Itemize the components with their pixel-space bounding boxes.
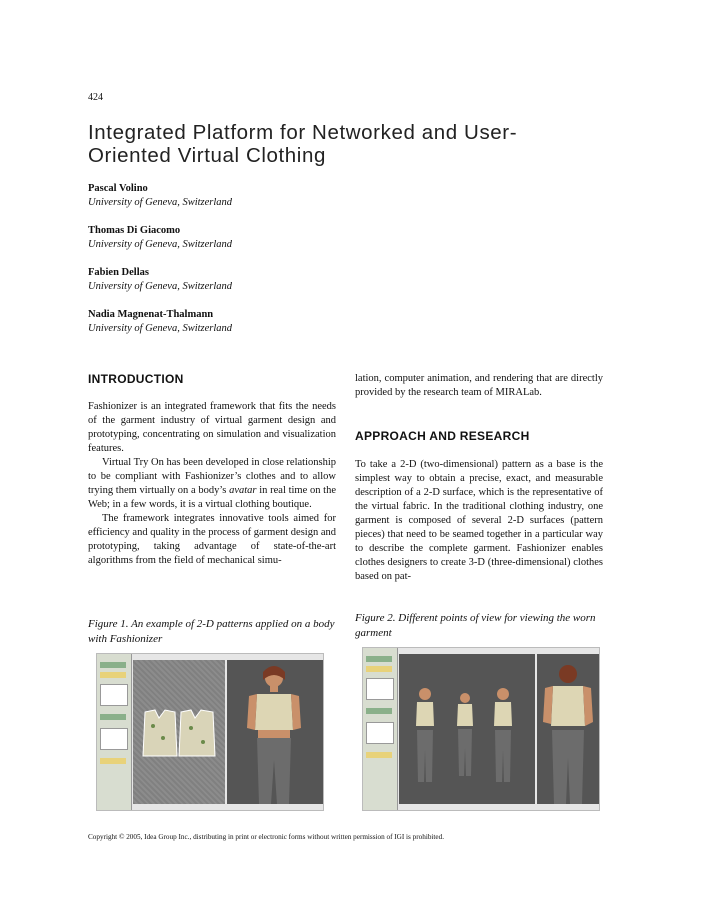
paragraph: The framework integrates innovative tools aimed for efficiency and quality in the process of garment design and prototyping, taking advantage of state-of-the-art algorithms from the field of mechanical simu- <box>88 513 336 566</box>
paragraph: lation, computer animation, and rendering that are directly provided by the research team of MIRALab. <box>355 373 603 398</box>
pattern-view <box>133 660 225 804</box>
introduction-heading: INTRODUCTION <box>88 372 184 386</box>
paragraph: Fashionizer is an integrated framework that fits the needs of the garment industry of virtual garment design and prototyping, concentrating on simulation and visualization features. <box>88 401 336 454</box>
author-block <box>88 224 232 252</box>
continued-text <box>355 372 603 400</box>
author-affiliation: University of Geneva, Switzerland <box>88 197 233 208</box>
author-affiliation: University of Geneva, Switzerland <box>88 323 233 334</box>
author-name: Fabien Dellas <box>88 267 149 278</box>
author-affiliation: University of Geneva, Switzerland <box>88 239 233 250</box>
figure-2-caption: Figure 2. Different points of view for viewing the worn garment <box>355 612 596 639</box>
paragraph: To take a 2-D (two-dimensional) pattern as a base is the simplest way to obtain a precise, exact, and measurable description of a 2-D surface, which is the representative of the virtual fabric. In the traditional clothing industry, one garment is composed of several 2-D surfaces (pattern pieces) that need to be seamed together in a particular way to describe the complete garment. Fashionizer enables clothes designers to create 3-D (three-dimensional) clothes based on pat- <box>355 459 603 582</box>
copyright-footer: Copyright © 2005, Idea Group Inc., distributing in print or electronic forms without written permission of IGI is prohibited. <box>88 833 444 841</box>
figure-1-image <box>96 653 324 811</box>
author-name: Thomas Di Giacomo <box>88 225 181 236</box>
title-line-1: Integrated Platform for Networked and User- <box>88 121 518 144</box>
paper-title <box>88 121 628 167</box>
author-block <box>88 182 232 210</box>
author-name: Nadia Magnenat-Thalmann <box>88 309 214 320</box>
avatar-view <box>227 660 323 804</box>
author-affiliation: University of Geneva, Switzerland <box>88 281 233 292</box>
author-name: Pascal Volino <box>88 183 148 194</box>
figure-2-image <box>362 647 600 811</box>
approach-body <box>355 458 603 584</box>
title-line-2: Oriented Virtual Clothing <box>88 144 326 167</box>
page-number: 424 <box>88 92 103 103</box>
multi-view <box>399 654 535 804</box>
introduction-body <box>88 400 336 568</box>
back-view <box>537 654 599 804</box>
author-block <box>88 266 232 294</box>
tool-panel <box>363 648 398 810</box>
paragraph: Virtual Try On has been developed in close relationship to be compliant with Fashionizer’s clothes and to allow trying them virtually on a body’s avatar in real time on the Web; in a few words, it is a virtual clothing boutique. <box>88 457 336 510</box>
figure-1-caption: Figure 1. An example of 2-D patterns applied on a body with Fashionizer <box>88 618 335 645</box>
approach-heading: APPROACH AND RESEARCH <box>355 429 530 443</box>
tool-panel <box>97 654 132 810</box>
author-block <box>88 308 232 336</box>
